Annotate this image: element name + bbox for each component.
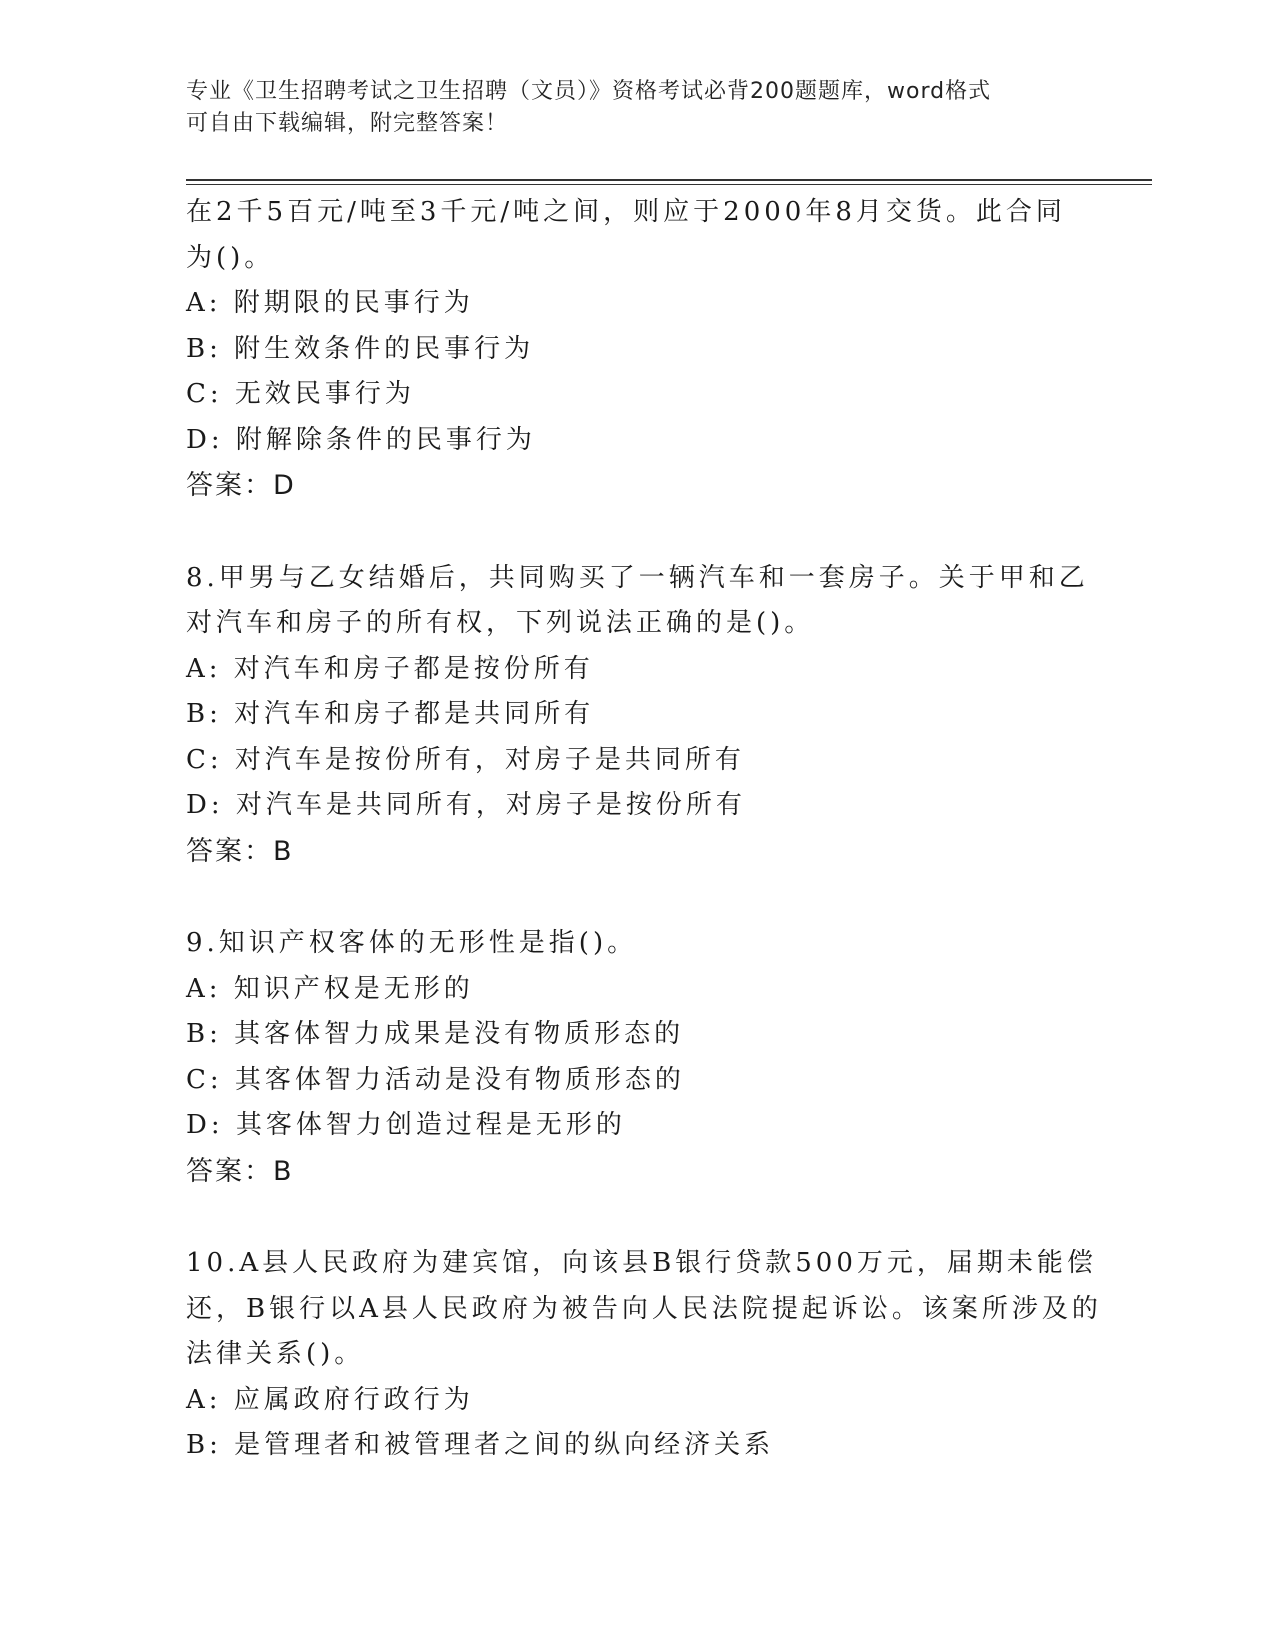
- question-stem-line: 法律关系()。: [186, 1339, 365, 1369]
- answer-line: 答案：D: [186, 470, 296, 501]
- question-spacer: [186, 1194, 1086, 1241]
- header-divider-thick: [186, 179, 1152, 181]
- question-spacer: [186, 509, 1086, 556]
- option-a: A: 知识产权是无形的: [186, 973, 474, 1004]
- option-d: D: 其客体智力创造过程是无形的: [186, 1110, 626, 1140]
- option-a: A: 对汽车和房子都是按份所有: [186, 653, 594, 684]
- question-stem-line: 9.知识产权客体的无形性是指()。: [186, 928, 638, 958]
- question-stem-line: 10.A县人民政府为建宾馆，向该县B银行贷款500万元，届期未能偿: [186, 1248, 1097, 1278]
- header-title-line-1: 专业《卫生招聘考试之卫生招聘（文员）》资格考试必背200题题库，word格式: [186, 79, 992, 104]
- question-stem-line: 8.甲男与乙女结婚后，共同购买了一辆汽车和一套房子。关于甲和乙: [186, 562, 1089, 593]
- question-stem-line: 为()。: [186, 242, 275, 273]
- header-divider-thin: [186, 184, 1152, 185]
- question-spacer: [186, 874, 1086, 921]
- option-c: C: 对汽车是按份所有，对房子是共同所有: [186, 744, 745, 775]
- option-b: B: 其客体智力成果是没有物质形态的: [186, 1019, 685, 1049]
- option-a: A: 应属政府行政行为: [186, 1384, 474, 1415]
- option-d: D: 附解除条件的民事行为: [186, 424, 536, 455]
- question-10: [186, 1241, 1102, 1469]
- question-stem-line: 对汽车和房子的所有权，下列说法正确的是()。: [186, 608, 815, 638]
- option-b: B: 对汽车和房子都是共同所有: [186, 699, 595, 729]
- question-8: [186, 556, 1089, 875]
- answer-line: 答案：B: [186, 1155, 294, 1187]
- option-b: B: 是管理者和被管理者之间的纵向经济关系: [186, 1430, 775, 1460]
- answer-line: 答案：B: [186, 835, 294, 867]
- option-c: C: 其客体智力活动是没有物质形态的: [186, 1064, 685, 1095]
- question-9: [186, 921, 1086, 1194]
- document-header: [186, 76, 1086, 140]
- option-a: A: 附期限的民事行为: [186, 288, 474, 318]
- option-d: D: 对汽车是共同所有，对房子是按份所有: [186, 790, 746, 820]
- option-c: C: 无效民事行为: [186, 379, 415, 409]
- question-stem-line: 还，B银行以A县人民政府为被告向人民法院提起诉讼。该案所涉及的: [186, 1293, 1102, 1324]
- question-stem-line: 在2千5百元/吨至3千元/吨之间，则应于2000年8月交货。此合同: [186, 197, 1066, 227]
- header-title-line-2: 可自由下载编辑，附完整答案！: [186, 111, 509, 136]
- question-list: [186, 190, 1102, 1469]
- question-7: [186, 190, 1086, 509]
- option-b: B: 附生效条件的民事行为: [186, 333, 535, 364]
